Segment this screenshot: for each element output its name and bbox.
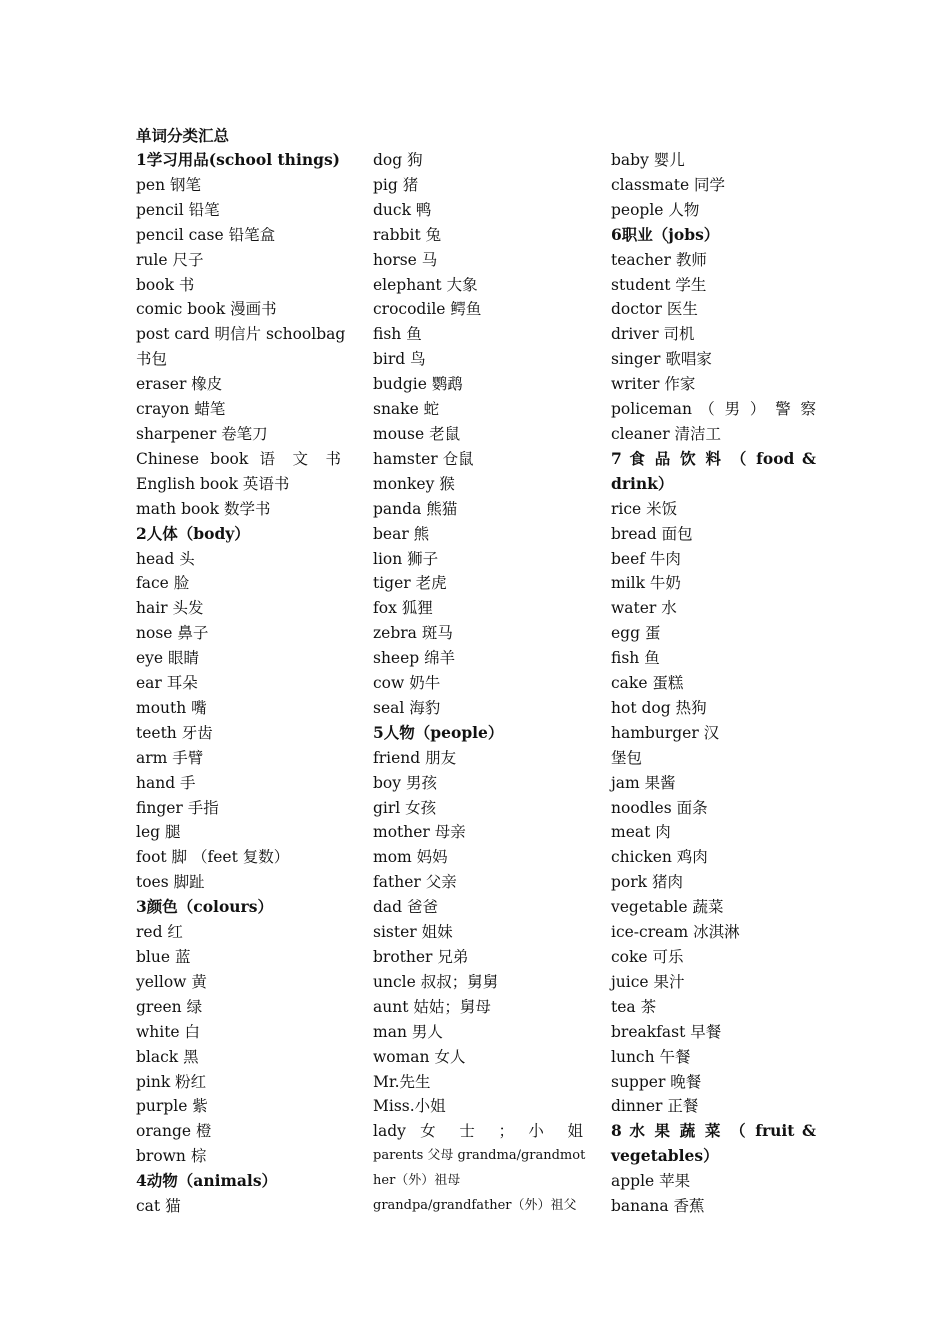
vocab-entry: cake 蛋糕 (611, 674, 684, 693)
vocab-entry: arm 手臂 (136, 748, 204, 767)
vocab-entry: mouse 老鼠 (373, 424, 461, 443)
vocab-entry: fox 狐狸 (373, 599, 433, 618)
vocab-entry: tea 茶 (611, 997, 657, 1016)
vocab-entry: jam 果酱 (611, 773, 676, 792)
vocab-entry: egg 蛋 (611, 624, 661, 643)
vocab-entry: woman 女人 (373, 1047, 466, 1066)
vocab-entry: driver 司机 (611, 325, 695, 344)
vocab-entry: water 水 (611, 599, 677, 618)
vocab-entry: aunt 姑姑；舅母 (373, 997, 491, 1016)
vocab-entry: Mr.先生 (373, 1072, 431, 1091)
vocab-entry: juice 果汁 (611, 972, 685, 991)
vocab-entry: duck 鸭 (373, 200, 432, 219)
vocab-entry: math book 数学书 (136, 499, 271, 518)
vocab-entry: blue 蓝 (136, 948, 191, 966)
vocab-entry: budgie 鹦鹉 (373, 375, 463, 394)
vocab-entry: father 父亲 (373, 873, 457, 892)
vocab-entry: mouth 嘴 (136, 698, 207, 717)
vocab-entry: zebra 斑马 (373, 624, 453, 643)
vocab-entry: face 脸 (136, 574, 190, 593)
vocab-entry: bread 面包 (611, 524, 693, 543)
vocab-entry: noodles 面条 (611, 798, 708, 817)
vocab-entry: sharpener 卷笔刀 (136, 424, 268, 443)
vocab-entry: rule 尺子 (136, 250, 204, 269)
vocab-entry: friend 朋友 (373, 748, 457, 767)
vocab-entry: pig 猪 (373, 175, 419, 194)
vocab-entry: hand 手 (136, 773, 196, 792)
vocab-entry: milk 牛奶 (611, 574, 681, 593)
vocab-entry: fish 鱼 (611, 649, 660, 668)
column-3 (611, 148, 816, 1219)
vocab-entry: policeman （ 男 ） 警 察 (611, 400, 816, 419)
vocab-entry: grandpa/grandfather（外）祖父 (373, 1198, 577, 1214)
section-heading: 8 水 果 蔬 菜 （ fruit & (611, 1121, 816, 1141)
vocab-entry: black 黑 (136, 1047, 199, 1066)
vocab-entry: brown 棕 (136, 1147, 207, 1166)
vocab-entry: tiger 老虎 (373, 574, 447, 593)
vocab-entry: ice-cream 冰淇淋 (611, 923, 740, 942)
vocab-entry: yellow 黄 (136, 972, 207, 991)
vocab-entry: bear 熊 (373, 524, 430, 543)
vocab-entry: vegetable 蔬菜 (611, 898, 724, 917)
vocab-entry: hot dog 热狗 (611, 698, 707, 717)
vocab-entry: meat 肉 (611, 823, 671, 842)
vocab-entry: sheep 绵羊 (373, 649, 456, 668)
vocab-entry: rabbit 兔 (373, 225, 442, 244)
vocab-entry: rice 米饭 (611, 499, 678, 518)
vocab-entry: pink 粉红 (136, 1072, 207, 1091)
section-heading: 3颜色（colours） (136, 897, 273, 917)
vocab-entry: Chinese book 语 文 书 (136, 449, 341, 468)
vocab-entry: eye 眼睛 (136, 649, 200, 668)
vocab-entry: bird 鸟 (373, 350, 426, 369)
vocab-entry: pen 钢笔 (136, 175, 202, 194)
vocab-entry: English book 英语书 (136, 474, 290, 493)
vocab-entry: brother 兄弟 (373, 948, 469, 966)
vocab-entry: uncle 叔叔；舅舅 (373, 972, 499, 991)
page-title: 单词分类汇总 (136, 126, 230, 145)
vocab-entry: lady 女 士 ； 小 姐 (373, 1122, 583, 1141)
vocab-entry: snake 蛇 (373, 400, 440, 419)
vocab-entry: pencil 铅笔 (136, 200, 220, 219)
vocab-entry: chicken 鸡肉 (611, 848, 708, 867)
vocab-entry: book 书 (136, 275, 195, 294)
vocab-entry: white 白 (136, 1022, 201, 1041)
vocab-entry: lion 狮子 (373, 549, 439, 568)
vocab-entry: leg 腿 (136, 823, 181, 842)
section-heading: 2人体（body） (136, 523, 250, 543)
vocab-entry: panda 熊猫 (373, 499, 458, 518)
vocab-entry: people 人物 (611, 200, 700, 219)
vocab-entry: crocodile 鳄鱼 (373, 300, 482, 319)
vocab-entry: purple 紫 (136, 1097, 208, 1116)
vocab-entry: dog 狗 (373, 151, 423, 169)
vocab-entry: monkey 猴 (373, 474, 455, 493)
vocab-entry: doctor 医生 (611, 300, 698, 319)
vocab-entry: teeth 牙齿 (136, 723, 213, 742)
vocab-entry: singer 歌唱家 (611, 350, 712, 369)
vocab-entry: classmate 同学 (611, 175, 726, 194)
vocab-entry: crayon 蜡笔 (136, 400, 226, 419)
vocab-entry: student 学生 (611, 275, 707, 294)
vocab-entry: head 头 (136, 549, 195, 568)
vocab-entry: 堡包 (611, 748, 643, 767)
vocab-entry: orange 橙 (136, 1122, 212, 1141)
vocab-entry: Miss.小姐 (373, 1097, 446, 1116)
section-heading: 4动物（animals） (136, 1171, 278, 1191)
vocab-entry: red 红 (136, 923, 183, 942)
vocab-entry: teacher 教师 (611, 250, 707, 269)
vocab-entry: breakfast 早餐 (611, 1022, 722, 1041)
vocab-entry: boy 男孩 (373, 773, 437, 792)
vocab-entry: apple 苹果 (611, 1172, 691, 1191)
vocab-entry: cleaner 清洁工 (611, 424, 722, 443)
section-heading: 5人物（people） (373, 722, 504, 742)
vocab-entry: horse 马 (373, 250, 438, 269)
vocab-entry: fish 鱼 (373, 325, 422, 344)
section-heading: 1学习用品(school things) (136, 150, 340, 169)
vocab-entry: hamburger 汉 (611, 723, 720, 742)
vocab-entry: banana 香蕉 (611, 1197, 705, 1216)
vocab-entry: 书包 (136, 350, 168, 369)
vocab-entry: writer 作家 (611, 375, 696, 394)
vocab-entry: sister 姐妹 (373, 923, 453, 942)
vocab-entry: green 绿 (136, 997, 203, 1016)
vocab-entry: nose 鼻子 (136, 624, 209, 643)
section-heading: 7 食 品 饮 料 （ food & (611, 448, 816, 468)
vocab-entry: elephant 大象 (373, 275, 478, 294)
vocab-entry: foot 脚 （feet 复数） (136, 848, 290, 867)
vocab-entry: cat 猫 (136, 1197, 181, 1216)
vocab-entry: pork 猪肉 (611, 873, 683, 892)
vocab-entry: finger 手指 (136, 798, 219, 817)
vocab-entry: parents 父母 grandma/grandmot (373, 1148, 586, 1164)
vocab-entry: eraser 橡皮 (136, 375, 223, 394)
vocab-entry: supper 晚餐 (611, 1072, 702, 1091)
vocab-entry: mother 母亲 (373, 823, 466, 842)
vocab-entry: hair 头发 (136, 599, 204, 618)
vocab-entry: her（外）祖母 (373, 1173, 461, 1189)
vocab-entry: pencil case 铅笔盒 (136, 225, 276, 244)
vocab-entry: dad 爸爸 (373, 898, 439, 917)
vocab-entry: post card 明信片 schoolbag (136, 325, 346, 344)
vocab-entry: hamster 仓鼠 (373, 449, 474, 468)
vocab-entry: seal 海豹 (373, 698, 441, 717)
section-heading: vegetables） (611, 1146, 719, 1166)
vocab-entry: beef 牛肉 (611, 549, 681, 568)
vocab-entry: lunch 午餐 (611, 1047, 691, 1066)
vocab-entry: dinner 正餐 (611, 1097, 699, 1116)
vocab-entry: girl 女孩 (373, 798, 437, 817)
section-heading: drink） (611, 473, 674, 493)
vocab-entry: cow 奶牛 (373, 674, 441, 693)
vocab-entry: comic book 漫画书 (136, 300, 277, 319)
vocab-entry: ear 耳朵 (136, 674, 198, 693)
vocab-entry: toes 脚趾 (136, 873, 205, 892)
vocab-entry: mom 妈妈 (373, 848, 448, 867)
column-2 (373, 148, 586, 1219)
vocab-entry: man 男人 (373, 1022, 443, 1041)
vocab-entry: coke 可乐 (611, 948, 684, 966)
section-heading: 6职业（jobs） (611, 224, 720, 244)
column-1 (136, 148, 346, 1219)
vocab-entry: baby 婴儿 (611, 151, 685, 169)
